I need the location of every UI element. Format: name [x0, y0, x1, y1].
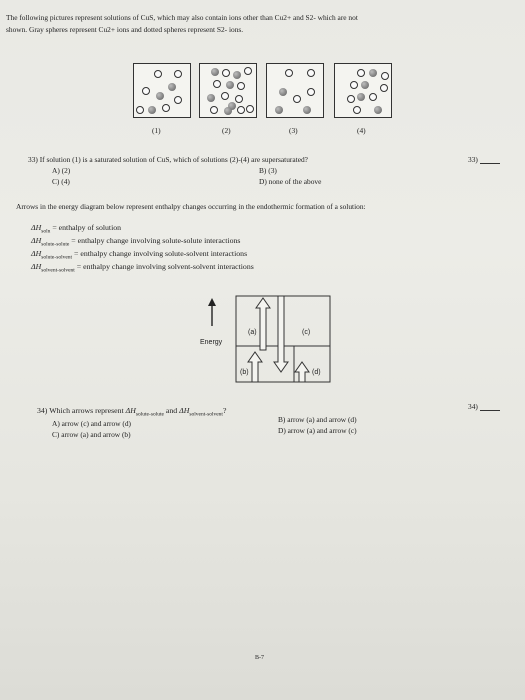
box-label-4: (4) [357, 126, 366, 135]
arrows-intro: Arrows in the energy diagram below represent enthalpy changes occurring in the endothermic formation of a solution: [16, 202, 366, 211]
q34-text: 34) Which arrows represent $\Delta H_{solute-solute}$ and $\Delta H_{solvent-solvent}$? [37, 406, 227, 418]
q34-option-c: C) arrow (a) and arrow (b) [52, 430, 131, 439]
box-label-1: (1) [152, 126, 161, 135]
solution-box-1 [133, 63, 191, 118]
q34-option-d: D) arrow (a) and arrow (c) [278, 426, 357, 435]
diagram-label-b: (b) [240, 369, 249, 376]
arrow-b [248, 352, 262, 382]
def-soln: $\Delta H_{soln}$ = enthalpy of solution [31, 223, 122, 235]
intro-line-1: The following pictures represent solutions of CuS, which may also contain ions other than Cu2+ and S2- which are not [6, 13, 358, 22]
diagram-label-c: (c) [302, 329, 311, 336]
q33-text: 33) If solution (1) is a saturated solution of CuS, which of solutions (2)-(4) are supersaturated? [28, 155, 308, 164]
arrow-c [274, 296, 288, 372]
arrow-a [256, 298, 270, 350]
q33-option-a: A) (2) [52, 166, 71, 175]
intro-line-2: shown. Gray spheres represent Cu2+ ions and dotted spheres represent S2- ions. [6, 25, 244, 34]
q33-number: 33) [468, 155, 500, 164]
box-label-2: (2) [222, 126, 231, 135]
solution-box-4 [334, 63, 392, 118]
q33-option-b: B) (3) [259, 166, 277, 175]
q33-option-d: D) none of the above [259, 177, 322, 186]
energy-diagram [196, 292, 346, 390]
solution-box-3 [266, 63, 324, 118]
q34-option-a: A) arrow (c) and arrow (d) [52, 419, 131, 428]
box-label-3: (3) [289, 126, 298, 135]
def-solvent-solvent: $\Delta H_{solvent-solvent}$ = enthalpy change involving solvent-solvent interactions [31, 262, 254, 274]
q33-option-c: C) (4) [52, 177, 70, 186]
diagram-label-d: (d) [312, 369, 321, 376]
q34-option-b: B) arrow (a) and arrow (d) [278, 415, 357, 424]
diagram-label-a: (a) [248, 329, 257, 336]
q34-number: 34) [468, 402, 500, 411]
solution-box-2 [199, 63, 257, 118]
page-footer: B-7 [255, 655, 264, 661]
def-solute-solvent: $\Delta H_{solute-solvent}$ = enthalpy change involving solute-solvent interactions [31, 249, 248, 261]
def-solute-solute: $\Delta H_{solute-solute}$ = enthalpy change involving solute-solute interactions [31, 236, 241, 248]
arrow-d [295, 362, 309, 382]
energy-axis-label: Energy [200, 339, 223, 346]
